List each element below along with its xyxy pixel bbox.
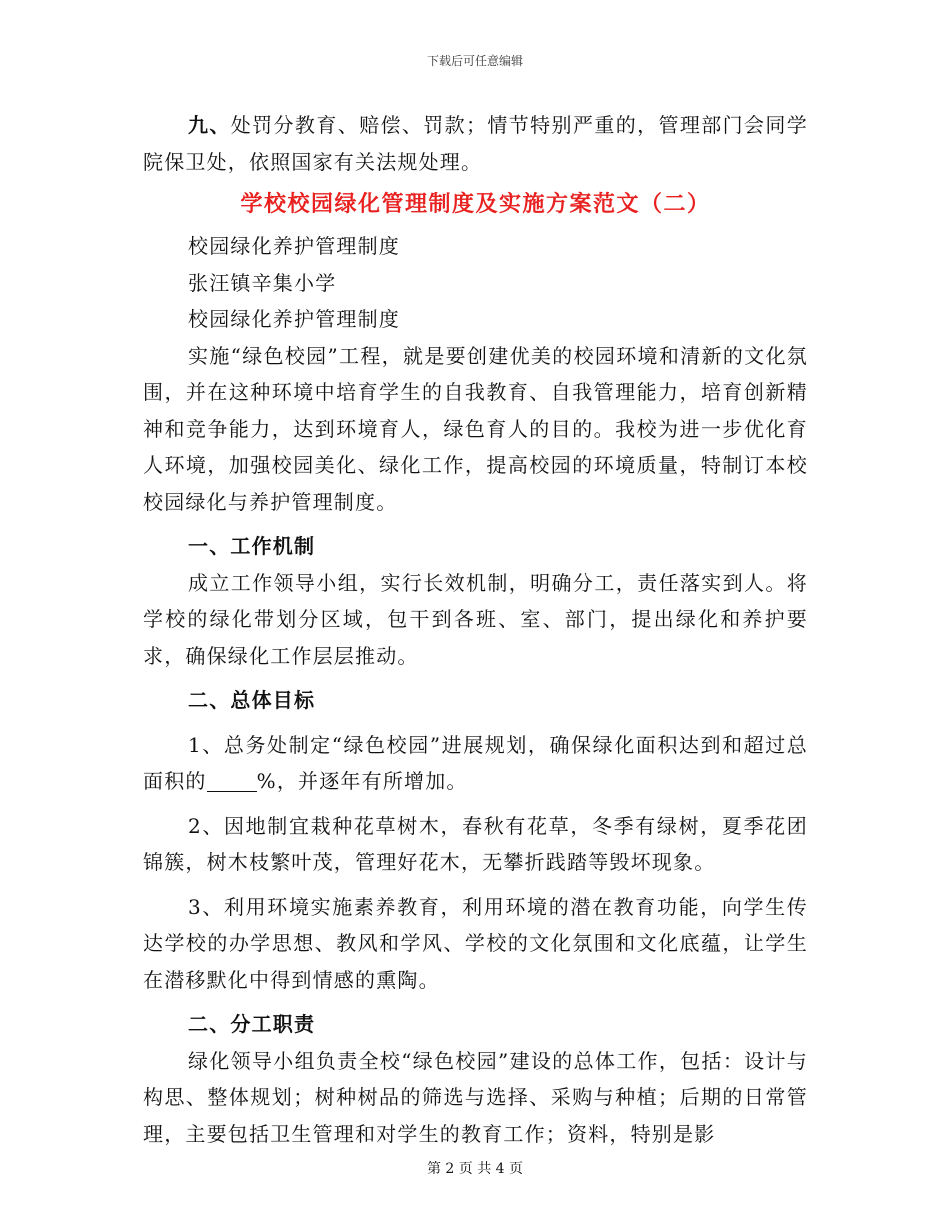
document-body bbox=[143, 107, 808, 1152]
item-9-number: 九、 bbox=[188, 113, 231, 137]
page-footer: 第 2 页 共 4 页 bbox=[426, 1161, 524, 1177]
school-name: 张汪镇辛集小学 bbox=[188, 270, 337, 295]
section-1-paragraph: 成立工作领导小组，实行长效机制，明确分工，责任落实到人。将学校的绿化带划分区域，包干到各班、室、部门，提出绿化和养护要求，确保绿化工作层层推动。 bbox=[143, 570, 808, 668]
section-3-paragraph: 绿化领导小组负责全校“绿色校园”建设的总体工作，包括：设计与构思、整体规划；树种树品的筛选与选择、采购与种植；后期的日常管理，主要包括卫生管理和对学生的教育工作；资料，特别是影 bbox=[143, 1048, 808, 1146]
section-3-heading: 二、分工职责 bbox=[188, 1012, 316, 1036]
goal-1-tail: %，并逐年有所增加。 bbox=[256, 769, 468, 793]
item-9-text: 处罚分教育、赔偿、罚款；情节特别严重的，管理部门会同学院保卫处，依照国家有关法规处理。 bbox=[143, 113, 808, 174]
goal-1-text: 1、总务处制定“绿色校园”进展规划，确保绿化面积达到和超过总面积的 bbox=[143, 732, 808, 793]
goal-1-paragraph bbox=[143, 727, 808, 800]
page-header: 下载后可任意编辑 bbox=[426, 54, 523, 68]
intro-paragraph: 实施“绿色校园”工程，就是要创建优美的校园环境和清新的文化氛围，并在这种环境中培育学生的自我教育、自我管理能力，培育创新精神和竞争能力，达到环境育人，绿色育人的目的。我校为进一步优化育人环境，加强校园美化、绿化工作，提高校园的环境质量，特制订本校校园绿化与养护管理制度。 bbox=[143, 343, 808, 514]
item-9-paragraph bbox=[143, 107, 808, 180]
section-2-heading: 二、总体目标 bbox=[188, 688, 316, 712]
goal-3-paragraph: 3、利用环境实施素养教育，利用环境的潜在教育功能，向学生传达学校的办学思想、教风和学风、学校的文化氛围和文化底蕴，让学生在潜移默化中得到情感的熏陶。 bbox=[143, 894, 808, 992]
fill-in-blank bbox=[207, 790, 257, 792]
section-1-heading: 一、工作机制 bbox=[188, 534, 316, 558]
subtitle-line-1: 校园绿化养护管理制度 bbox=[188, 234, 400, 258]
document-title: 学校校园绿化管理制度及实施方案范文（二） bbox=[240, 191, 711, 217]
subtitle-line-2: 校园绿化养护管理制度 bbox=[188, 307, 400, 331]
goal-2-paragraph: 2、因地制宜栽种花草树木，春秋有花草，冬季有绿树，夏季花团锦簇，树木枝繁叶茂，管理好花木，无攀折践踏等毁坏现象。 bbox=[143, 813, 808, 874]
